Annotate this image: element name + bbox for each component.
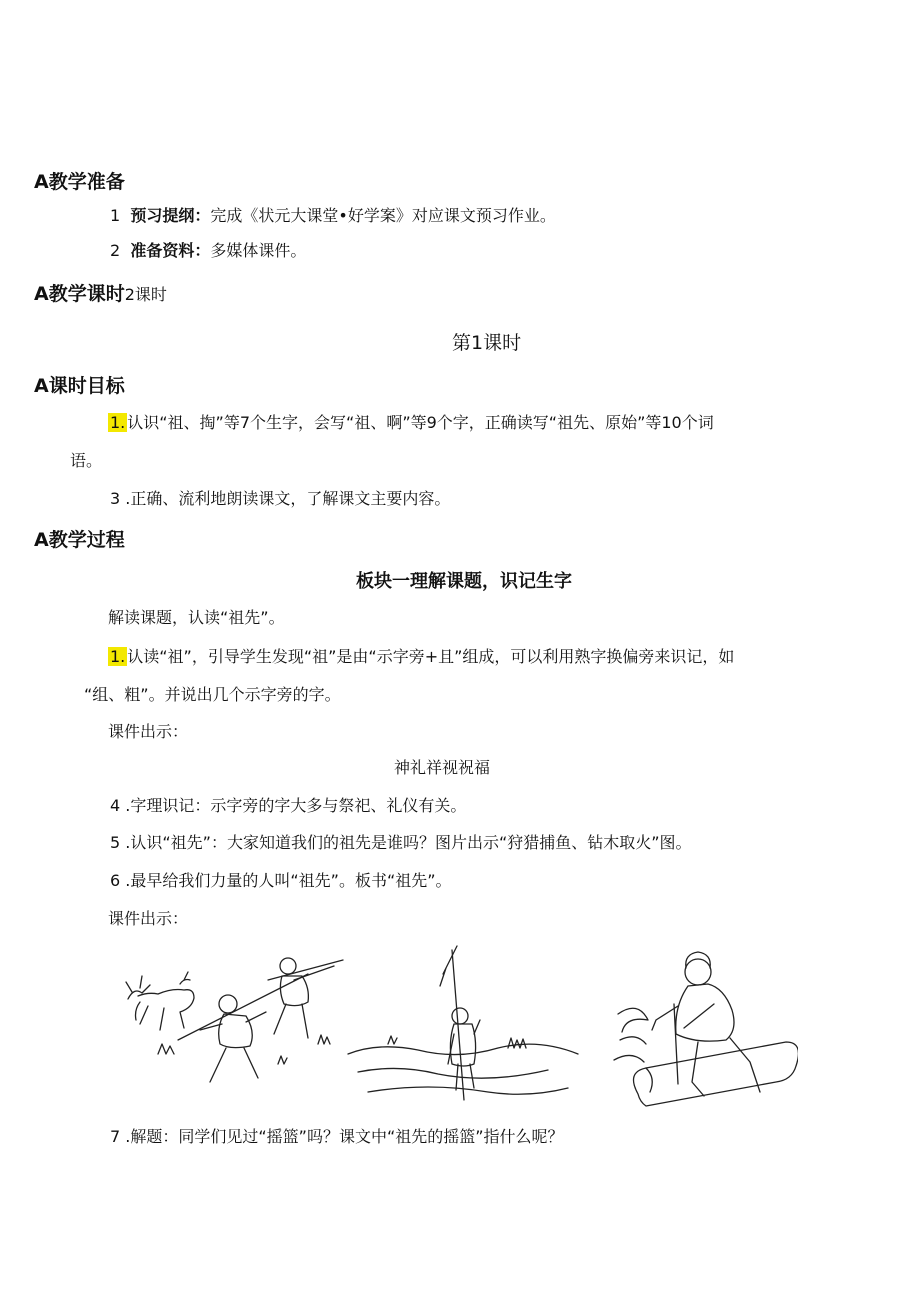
section-heading-hours bbox=[34, 279, 167, 306]
courseware-label: 课件出示： bbox=[108, 722, 189, 741]
goal-item-1-continued: 语。 bbox=[70, 451, 103, 470]
item-text: 认识“祖、掏”等7个生字，会写“祖、啊”等9个字，正确读写“祖先、原始”等10个词 bbox=[127, 413, 714, 432]
item-number: 5 bbox=[110, 833, 121, 852]
item-number: 2 bbox=[110, 241, 121, 260]
item-number: 7 bbox=[110, 1127, 121, 1146]
section-heading-prep: A教学准备 bbox=[34, 171, 125, 193]
process-intro: 解读课题，认读“祖先”。 bbox=[108, 608, 285, 627]
item-label: 准备资料： bbox=[130, 241, 211, 260]
item-text: .解题：同学们见过“摇篮”吗？课文中“祖先的摇篮”指什么呢？ bbox=[125, 1127, 564, 1146]
process-item-1-continued: “组、粗”。并说出几个示字旁的字。 bbox=[84, 685, 341, 704]
item-label: 预习提纲： bbox=[130, 206, 211, 225]
section-heading-goals: A课时目标 bbox=[34, 375, 125, 397]
ancestor-illustrations bbox=[118, 944, 798, 1109]
radical-characters: 神礼祥视祝福 bbox=[394, 758, 491, 777]
section-heading-process: A教学过程 bbox=[34, 529, 125, 551]
process-item-4 bbox=[110, 793, 466, 816]
hunting-scene bbox=[126, 958, 343, 1082]
block-title: 板块一理解课题，识记生字 bbox=[356, 571, 572, 592]
illustration-strip bbox=[118, 944, 798, 1109]
hours-value: 2课时 bbox=[124, 285, 167, 304]
item-number: 6 bbox=[110, 871, 121, 890]
hours-heading: A教学课时 bbox=[34, 283, 125, 305]
item-number-highlight: 1. bbox=[110, 647, 126, 666]
item-text: .认识“祖先”：大家知道我们的祖先是谁吗？图片出示“狩猎捕鱼、钻木取火”图。 bbox=[125, 833, 692, 852]
item-number: 3 bbox=[110, 489, 121, 508]
process-item-1 bbox=[108, 644, 734, 667]
prep-item-1 bbox=[110, 203, 556, 226]
item-text: .最早给我们力量的人叫“祖先”。板书“祖先”。 bbox=[125, 871, 452, 890]
process-item-6 bbox=[110, 868, 452, 891]
lesson-title: 第1课时 bbox=[452, 332, 522, 354]
process-item-5 bbox=[110, 830, 692, 853]
item-number: 4 bbox=[110, 796, 121, 815]
courseware-label-2: 课件出示： bbox=[108, 909, 189, 928]
item-text: 认读“祖”，引导学生发现“祖”是由“示字旁+且”组成，可以利用熟字换偏旁来识记，如 bbox=[127, 647, 735, 666]
item-text: 多媒体课件。 bbox=[210, 241, 307, 260]
goal-item-1 bbox=[108, 410, 714, 433]
item-number: 1 bbox=[110, 206, 121, 225]
item-text: .字理识记：示字旁的字大多与祭祀、礼仪有关。 bbox=[125, 796, 467, 815]
item-number-highlight: 1. bbox=[110, 413, 126, 432]
fire-making-scene bbox=[614, 952, 798, 1106]
fishing-scene bbox=[348, 946, 578, 1100]
item-text: .正确、流利地朗读课文，了解课文主要内容。 bbox=[125, 489, 451, 508]
prep-item-2 bbox=[110, 238, 306, 261]
item-text: 完成《状元大课堂•好学案》对应课文预习作业。 bbox=[210, 206, 556, 225]
process-item-7 bbox=[110, 1124, 564, 1147]
goal-item-3 bbox=[110, 486, 450, 509]
